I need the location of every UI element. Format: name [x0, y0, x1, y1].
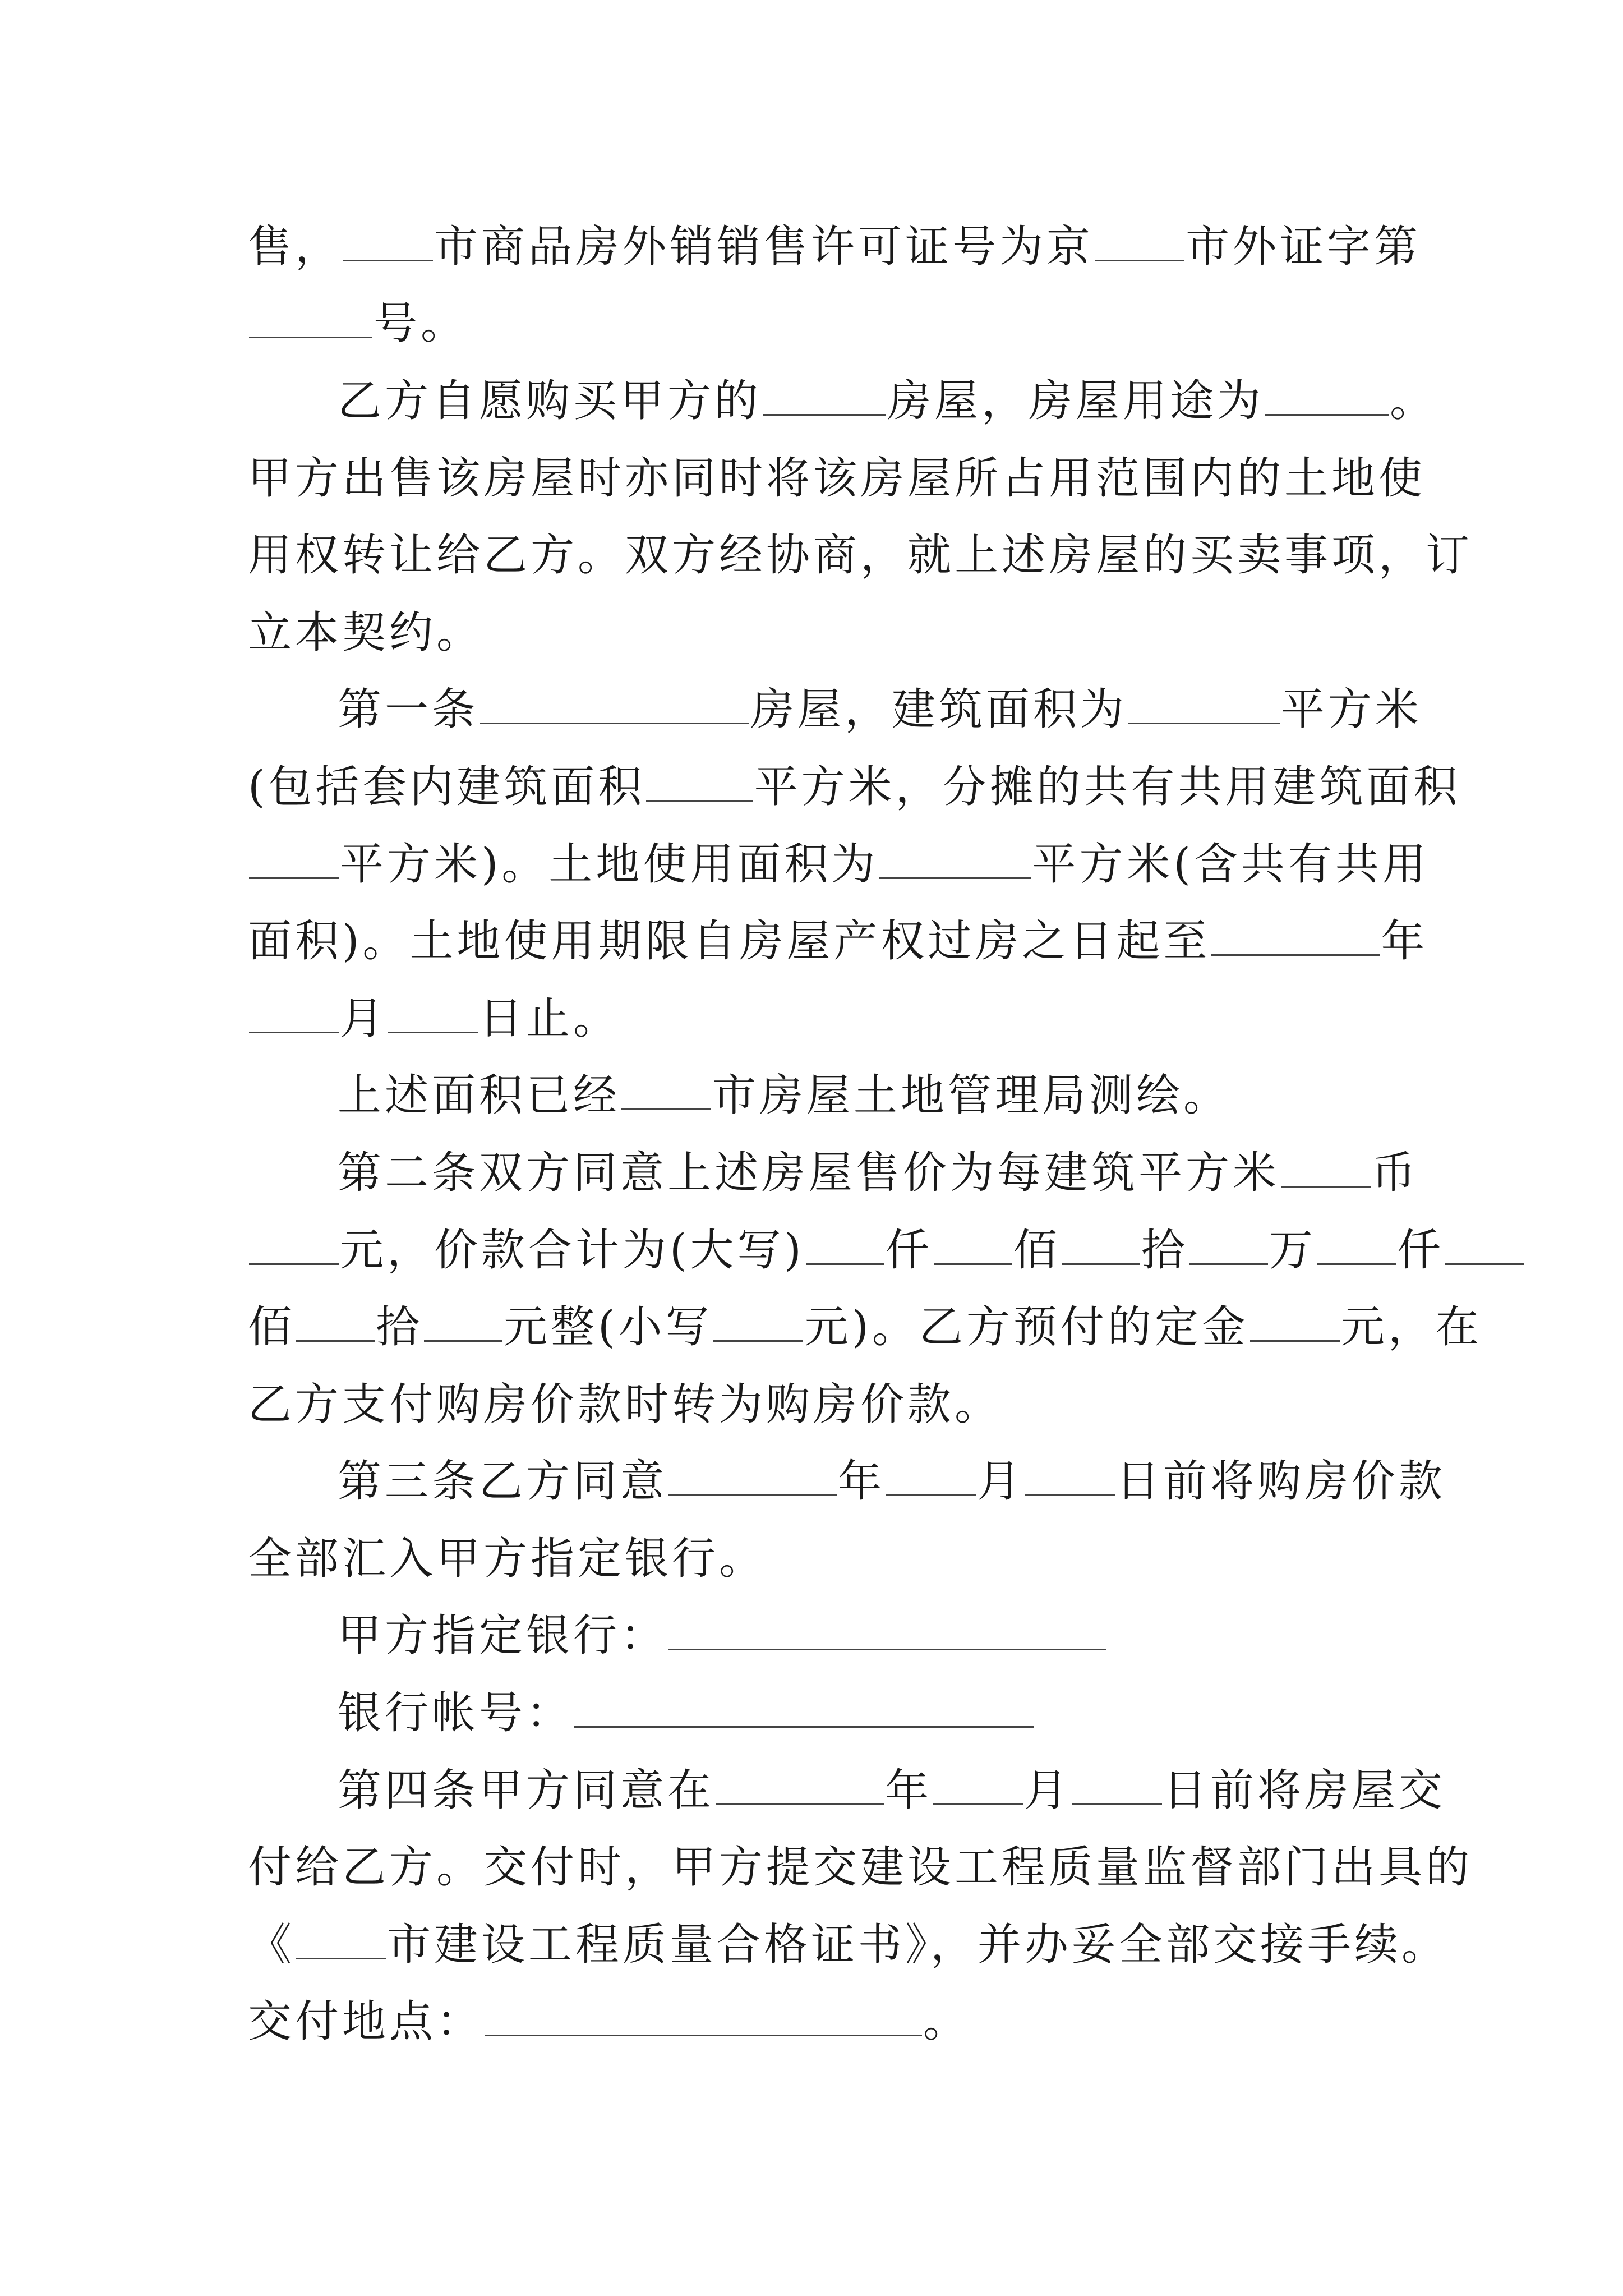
- text-segment: 交付地点：: [248, 1996, 484, 2047]
- text-line: [338, 1688, 1035, 1738]
- blank-field: [1095, 225, 1184, 261]
- text-line: [338, 1070, 1230, 1121]
- text-segment: 市房屋土地管理局测绘。: [712, 1070, 1231, 1121]
- text-line: [248, 1842, 1473, 1893]
- text-segment: 平方米，分摊的共有共用建筑面积: [754, 762, 1461, 812]
- text-line: [248, 453, 1426, 504]
- text-line: [248, 1225, 1525, 1276]
- text-segment: 年: [885, 1765, 933, 1816]
- text-segment: 市外证字第: [1186, 222, 1422, 272]
- text-segment: 万: [1269, 1225, 1316, 1276]
- text-segment: 年: [1381, 916, 1428, 967]
- text-segment: 。: [923, 1996, 971, 2047]
- text-line: [248, 993, 620, 1044]
- blank-field: [1062, 1228, 1140, 1265]
- blank-field: [1211, 919, 1380, 956]
- blank-field: [249, 997, 339, 1033]
- blank-field: [388, 997, 478, 1033]
- text-segment: 拾: [376, 1302, 423, 1352]
- text-line: [338, 1456, 1446, 1507]
- text-segment: 甲方出售该房屋时亦同时将该房屋所占用范围内的土地使: [248, 453, 1426, 504]
- text-segment: 月: [977, 1456, 1025, 1507]
- text-segment: 日前将购房价款: [1116, 1456, 1446, 1507]
- text-segment: 平方米)。土地使用面积为: [340, 839, 879, 890]
- text-segment: 月: [340, 993, 388, 1044]
- text-segment: 第二条双方同意上述房屋售价为每建筑平方米: [338, 1148, 1280, 1198]
- blank-field: [1128, 688, 1280, 724]
- blank-field: [934, 1228, 1012, 1265]
- blank-field: [713, 1305, 803, 1342]
- text-segment: 年: [838, 1456, 886, 1507]
- text-segment: 市商品房外销销售许可证号为京: [434, 222, 1094, 272]
- text-segment: 佰: [1013, 1225, 1061, 1276]
- blank-field: [621, 1074, 711, 1110]
- blank-field: [806, 1228, 884, 1265]
- text-line: [338, 684, 1422, 735]
- text-line: [248, 839, 1430, 890]
- text-segment: 平方米(含共有共用: [1032, 839, 1430, 890]
- text-segment: 号。: [374, 298, 468, 349]
- text-segment: 市建设工程质量合格证书》，并办妥全部交接手续。: [387, 1920, 1449, 1970]
- blank-field: [1189, 1228, 1268, 1265]
- text-segment: 日止。: [479, 993, 621, 1044]
- text-segment: 第四条甲方同意在: [338, 1765, 715, 1816]
- text-line: [338, 1148, 1419, 1198]
- text-segment: 房屋，建筑面积为: [750, 684, 1128, 735]
- text-line: [248, 530, 1473, 581]
- text-segment: 日前将房屋交: [1163, 1765, 1446, 1816]
- text-line: [248, 222, 1421, 272]
- text-segment: 元，在: [1340, 1302, 1482, 1352]
- text-segment: 面积)。土地使用期限自房屋产权过房之日起至: [248, 916, 1211, 967]
- blank-field: [879, 843, 1031, 879]
- blank-field: [716, 1769, 884, 1805]
- bank-name-blank: [668, 1614, 1106, 1650]
- blank-field: [480, 688, 749, 724]
- text-segment: 。: [1390, 376, 1437, 426]
- blank-field: [1317, 1228, 1396, 1265]
- text-segment: 第一条: [338, 684, 479, 735]
- blank-field: [668, 1460, 837, 1496]
- text-line: [248, 762, 1460, 812]
- text-segment: 银行帐号：: [338, 1688, 574, 1738]
- delivery-location-blank: [485, 2000, 922, 2036]
- blank-field: [1025, 1460, 1115, 1496]
- text-segment: 拾: [1141, 1225, 1188, 1276]
- text-segment: 元)。乙方预付的定金: [804, 1302, 1249, 1352]
- text-segment: 用权转让给乙方。双方经协商，就上述房屋的买卖事项，订: [248, 530, 1473, 581]
- blank-field: [296, 1923, 386, 1959]
- text-segment: 月: [1024, 1765, 1072, 1816]
- text-line: [248, 1996, 970, 2047]
- blank-field: [1281, 1151, 1371, 1188]
- text-segment: 元，价款合计为(大写): [340, 1225, 805, 1276]
- text-segment: 付给乙方。交付时，甲方提交建设工程质量监督部门出具的: [248, 1842, 1473, 1893]
- blank-field: [1265, 379, 1389, 416]
- text-line: [338, 1611, 1107, 1661]
- text-line: [248, 1379, 1002, 1430]
- blank-field: [249, 1228, 339, 1265]
- blank-field: [763, 379, 886, 416]
- text-segment: 甲方指定银行：: [338, 1611, 668, 1661]
- blank-field: [1072, 1769, 1162, 1805]
- blank-field: [886, 1460, 976, 1496]
- text-line: [248, 1302, 1482, 1352]
- text-line: [338, 1765, 1446, 1816]
- blank-field: [646, 765, 753, 802]
- account-number-blank: [574, 1691, 1034, 1728]
- blank-field: [933, 1769, 1023, 1805]
- text-segment: 乙方自愿购买甲方的: [338, 376, 762, 426]
- text-segment: 上述面积已经: [338, 1070, 621, 1121]
- text-segment: 币: [1372, 1148, 1419, 1198]
- text-line: [248, 298, 468, 349]
- blank-field: [424, 1305, 502, 1342]
- text-line: [248, 1534, 766, 1584]
- text-segment: 仟: [885, 1225, 933, 1276]
- text-segment: 平方米: [1281, 684, 1423, 735]
- text-segment: 佰: [248, 1302, 296, 1352]
- text-segment: (包括套内建筑面积: [248, 762, 645, 812]
- blank-field: [249, 843, 339, 879]
- text-segment: 立本契约。: [248, 608, 484, 658]
- text-line: [248, 1920, 1449, 1970]
- text-segment: 第三条乙方同意: [338, 1456, 668, 1507]
- text-segment: 全部汇入甲方指定银行。: [248, 1534, 767, 1584]
- blank-field: [343, 225, 433, 261]
- text-line: [338, 376, 1437, 426]
- text-segment: 元整(小写: [504, 1302, 713, 1352]
- text-segment: 售，: [248, 222, 343, 272]
- text-segment: 《: [248, 1920, 296, 1970]
- text-segment: 乙方支付购房价款时转为购房价款。: [248, 1379, 1002, 1430]
- text-segment: 仟: [1396, 1225, 1444, 1276]
- text-segment: 房屋，房屋用途为: [887, 376, 1265, 426]
- blank-field: [1445, 1228, 1524, 1265]
- blank-field: [1250, 1305, 1340, 1342]
- text-line: [248, 608, 483, 658]
- blank-field: [249, 302, 372, 338]
- blank-field: [296, 1305, 375, 1342]
- text-line: [248, 916, 1428, 967]
